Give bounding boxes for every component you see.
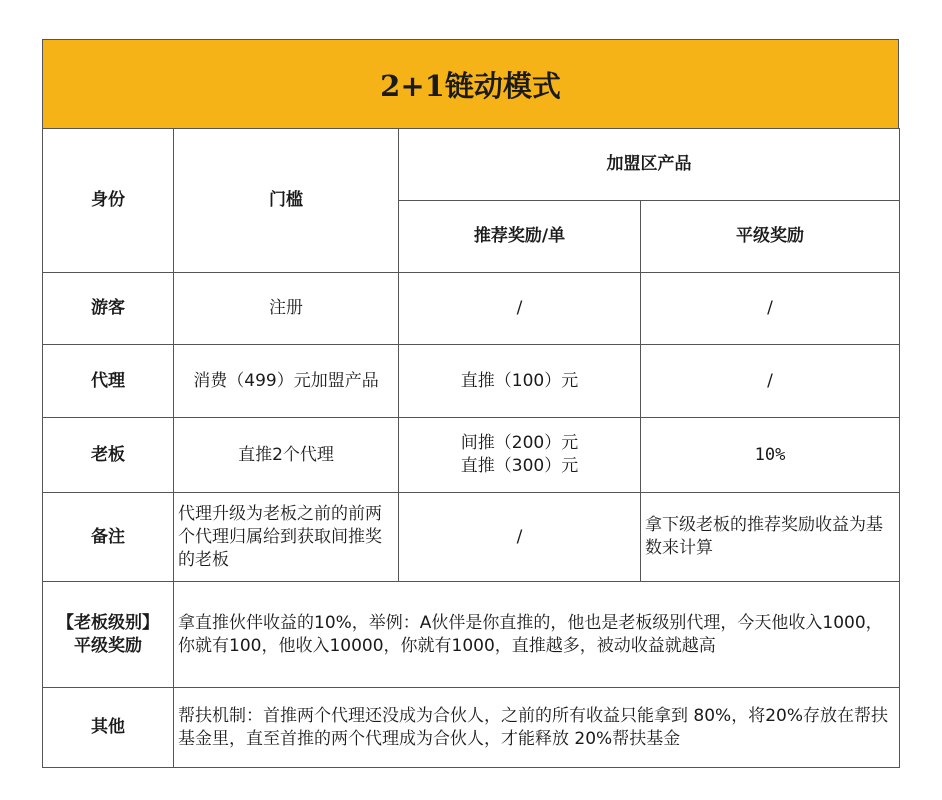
note-threshold: 代理升级为老板之前的前两个代理归属给到获取间推奖的老板 [174, 493, 399, 582]
agent-peer: / [641, 345, 900, 418]
table-row [43, 345, 900, 418]
boss-referral-indirect: 间推（200）元 [460, 433, 579, 453]
table-title: 2+1链动模式 [42, 39, 899, 129]
reward-grid [42, 128, 900, 768]
table-row [43, 493, 900, 582]
table-row [43, 688, 900, 768]
visitor-referral: / [399, 273, 641, 345]
other-content: 帮扶机制：首推两个代理还没成为合伙人，之前的所有收益只能拿到 80%，将20%存放在帮扶基金里，直至首推的两个代理成为合伙人，才能释放 20%帮扶基金 [174, 688, 900, 768]
table-row [43, 582, 900, 688]
header-referral-reward: 推荐奖励/单 [399, 201, 641, 273]
table-row [43, 273, 900, 345]
row-label-boss: 老板 [43, 418, 174, 493]
visitor-peer: / [641, 273, 900, 345]
row-label-other: 其他 [43, 688, 174, 768]
visitor-threshold: 注册 [174, 273, 399, 345]
header-row-top [43, 129, 900, 201]
header-threshold: 门槛 [174, 129, 399, 273]
header-identity: 身份 [43, 129, 174, 273]
boss-peer-content: 拿直推伙伴收益的10%，举例：A伙伴是你直推的，他也是老板级别代理，今天他收入1000，你就有100，他收入10000，你就有1000，直推越多，被动收益就越高 [174, 582, 900, 688]
row-label-agent: 代理 [43, 345, 174, 418]
boss-referral [399, 418, 641, 493]
pricing-table [42, 39, 899, 768]
agent-threshold: 消费（499）元加盟产品 [174, 345, 399, 418]
note-referral: / [399, 493, 641, 582]
row-label-note: 备注 [43, 493, 174, 582]
row-label-visitor: 游客 [43, 273, 174, 345]
note-peer: 拿下级老板的推荐奖励收益为基数来计算 [641, 493, 900, 582]
boss-peer: 10% [641, 418, 900, 493]
header-zone-product: 加盟区产品 [399, 129, 900, 201]
header-peer-reward: 平级奖励 [641, 201, 900, 273]
row-label-boss-peer: 【老板级别】平级奖励 [43, 582, 174, 688]
agent-referral: 直推（100）元 [399, 345, 641, 418]
boss-referral-direct: 直推（300）元 [460, 456, 579, 476]
boss-threshold: 直推2个代理 [174, 418, 399, 493]
table-row [43, 418, 900, 493]
